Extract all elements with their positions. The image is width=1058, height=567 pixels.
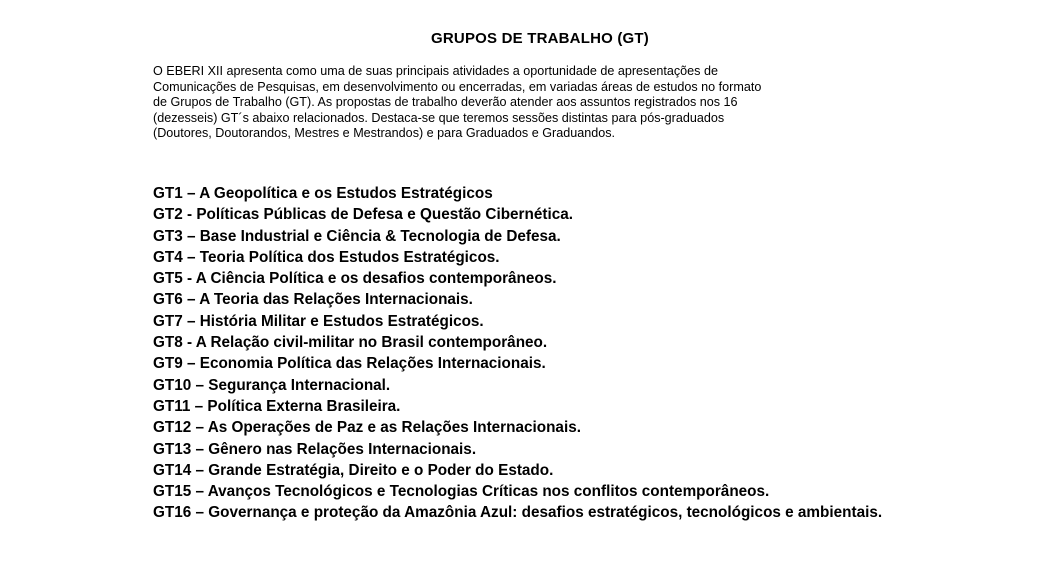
working-group-item: GT6 – A Teoria das Relações Internacionais. [153, 291, 473, 309]
working-group-item: GT8 - A Relação civil-militar no Brasil contemporâneo. [153, 334, 548, 352]
intro-paragraph [153, 64, 933, 142]
working-group-item: GT13 – Gênero nas Relações Internacionais. [153, 440, 477, 458]
working-group-item: GT2 - Políticas Públicas de Defesa e Questão Cibernética. [153, 206, 573, 224]
intro-line: Comunicações de Pesquisas, em desenvolvimento ou encerradas, em variadas áreas de estudos no formato [153, 79, 762, 94]
working-group-item: GT14 – Grande Estratégia, Direito e o Poder do Estado. [153, 461, 554, 479]
intro-line: (dezesseis) GT´s abaixo relacionados. Destaca-se que teremos sessões distintas para pós-graduados [153, 110, 725, 125]
working-group-item: GT11 – Política Externa Brasileira. [153, 397, 401, 415]
working-group-item: GT7 – História Militar e Estudos Estratégicos. [153, 312, 484, 330]
working-group-item: GT10 – Segurança Internacional. [153, 376, 391, 394]
intro-line: (Doutores, Doutorandos, Mestres e Mestrandos) e para Graduados e Graduandos. [153, 126, 616, 141]
document-title: GRUPOS DE TRABALHO (GT) [431, 30, 649, 47]
working-group-item: GT12 – As Operações de Paz e as Relações Internacionais. [153, 419, 581, 437]
working-group-item: GT16 – Governança e proteção da Amazônia Azul: desafios estratégicos, tecnológicos e ambientais. [153, 504, 883, 522]
working-group-item: GT1 – A Geopolítica e os Estudos Estratégicos [153, 185, 493, 202]
intro-line: de Grupos de Trabalho (GT). As propostas de trabalho deverão atender aos assuntos registrados nos 16 [153, 95, 738, 110]
working-group-item: GT3 – Base Industrial e Ciência & Tecnologia de Defesa. [153, 227, 561, 245]
working-group-item: GT15 – Avanços Tecnológicos e Tecnologias Críticas nos conflitos contemporâneos. [153, 483, 770, 501]
working-groups-list [153, 183, 943, 524]
working-group-item: GT4 – Teoria Política dos Estudos Estratégicos. [153, 248, 500, 266]
intro-line: O EBERI XII apresenta como uma de suas principais atividades a oportunidade de apresentações de [153, 64, 718, 78]
working-group-item: GT9 – Economia Política das Relações Internacionais. [153, 355, 546, 373]
working-group-item: GT5 - A Ciência Política e os desafios contemporâneos. [153, 270, 557, 288]
